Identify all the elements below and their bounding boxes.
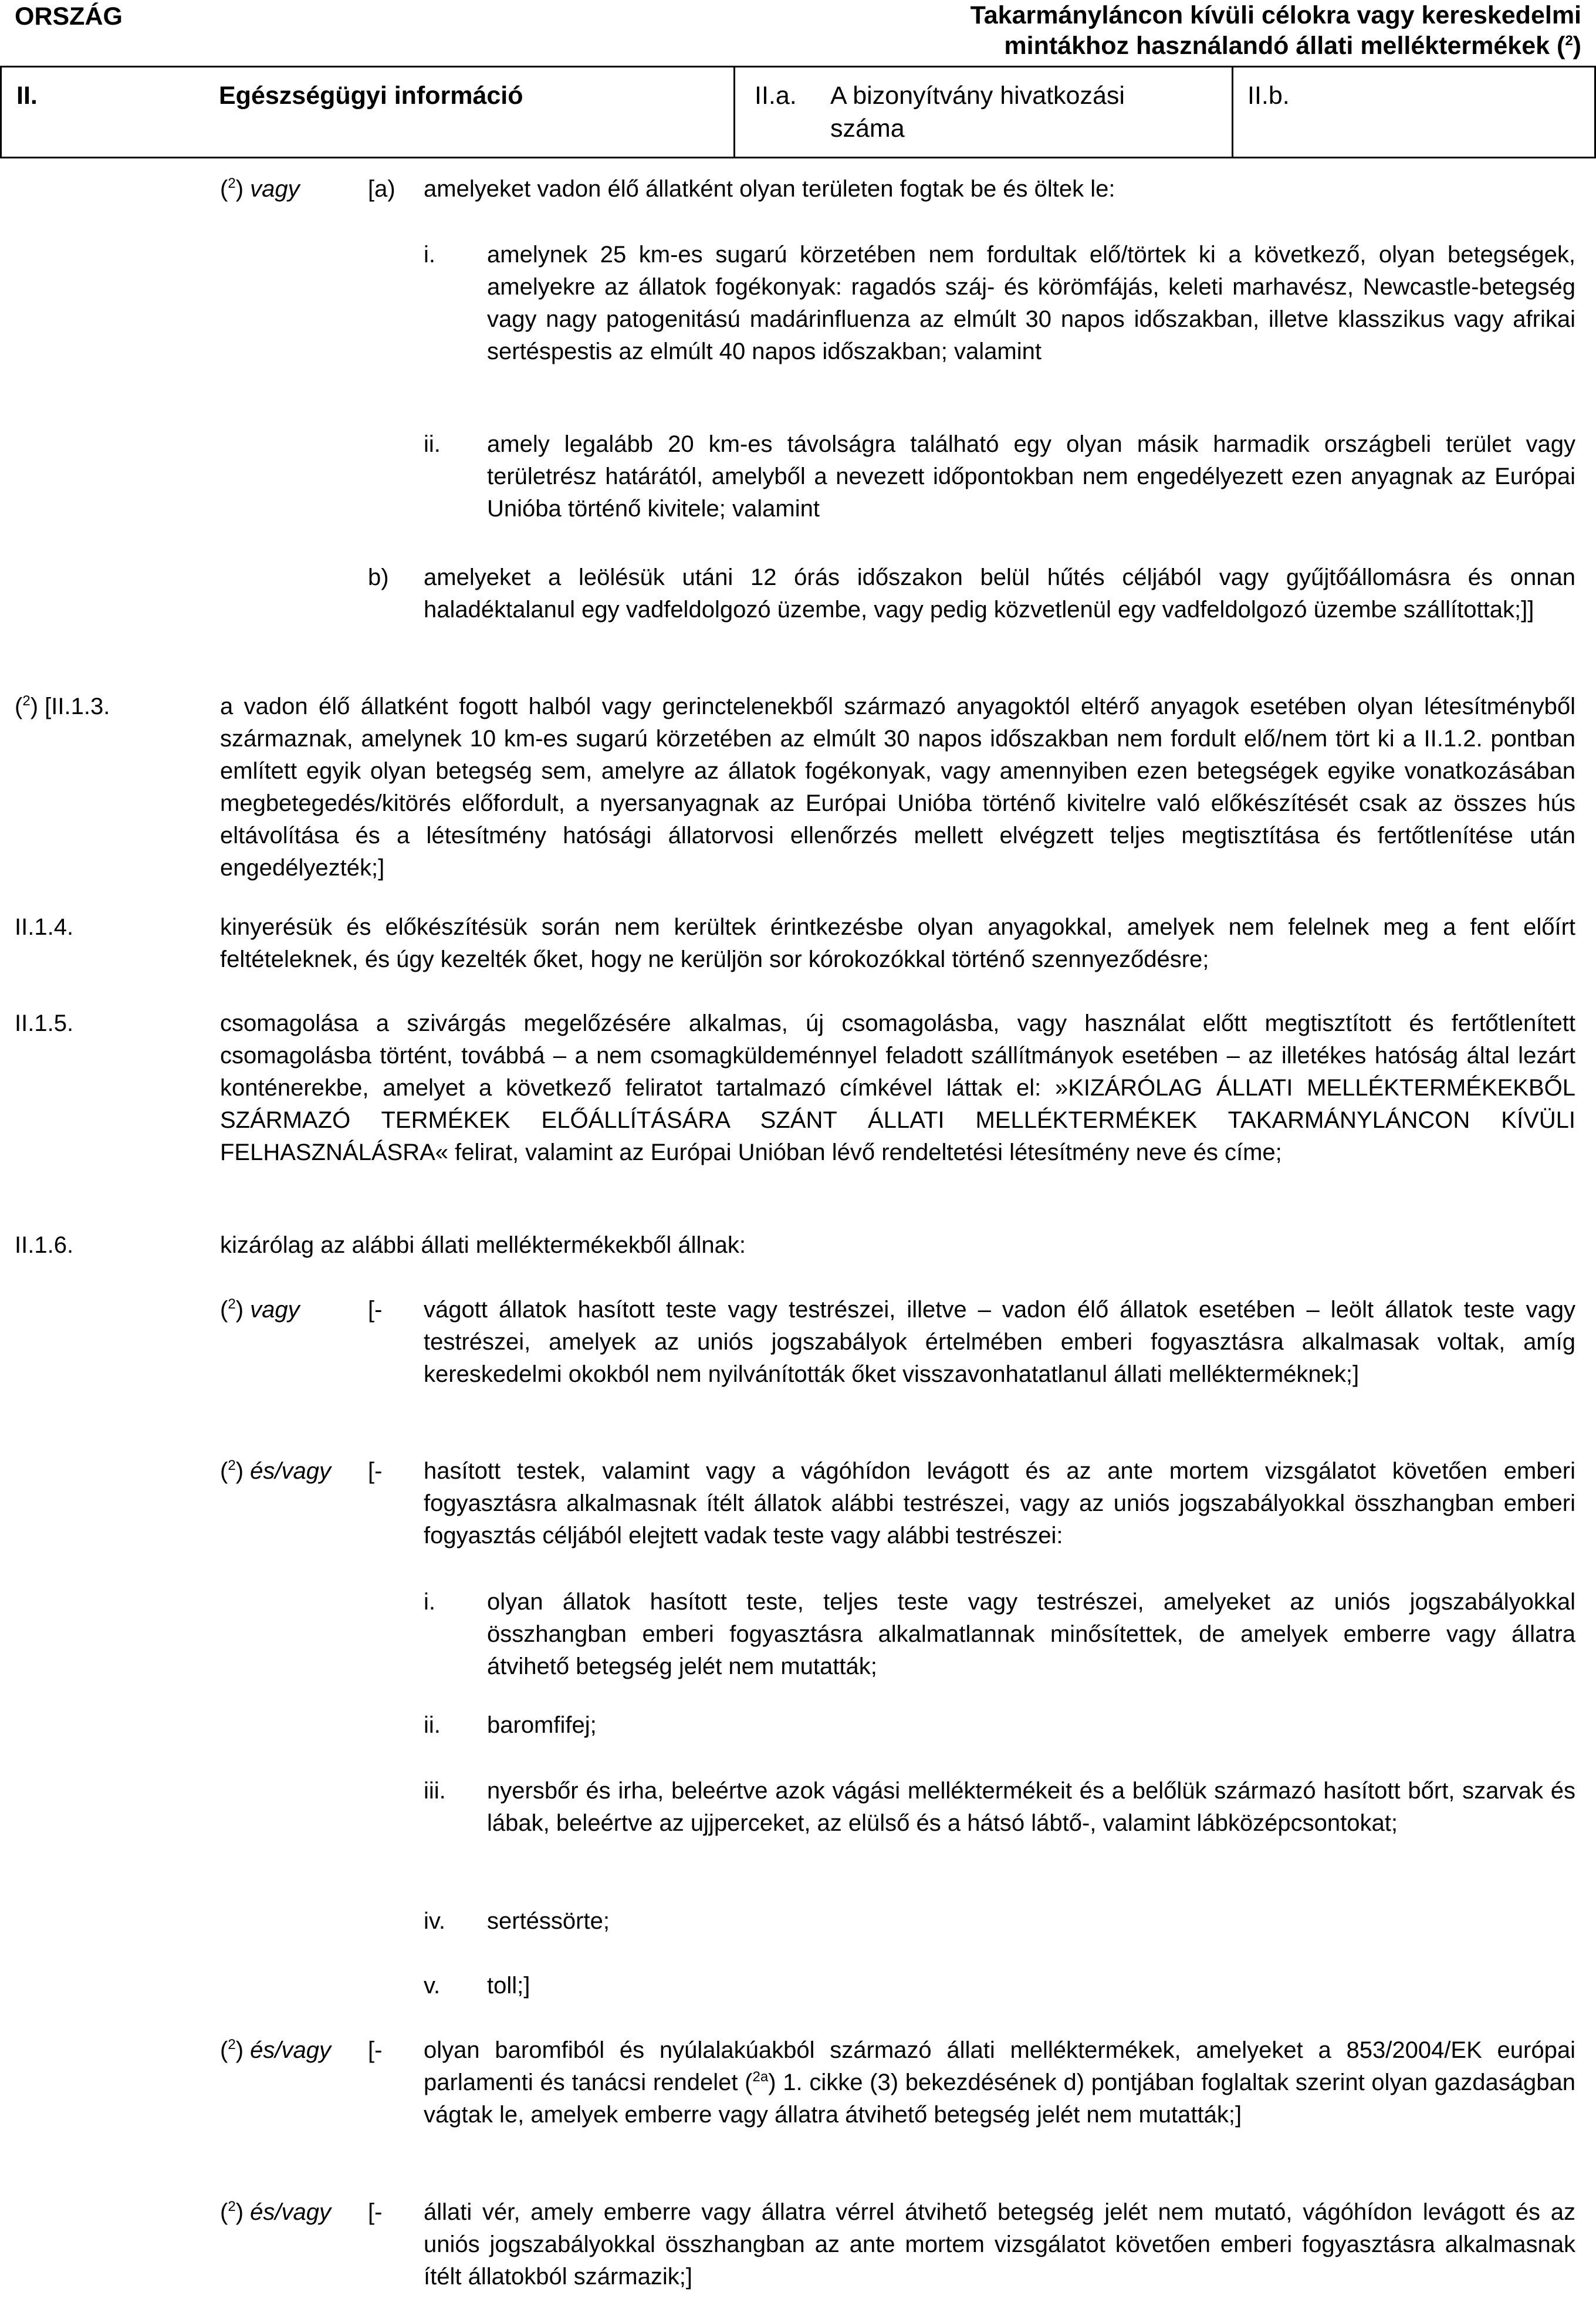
option-marker: [220, 1294, 300, 1326]
paragraph: állati vér, amely emberre vagy állatra vérrel átvihető betegség jelét nem mutató, vágóhídon levágott és az uniós jogszabályokkal összhangban az ante mortem vizsgálatot követően emberi fogyasztásra alkalmasnak ítélt állatokból származik;]: [424, 2199, 1575, 2290]
list-marker: i.: [424, 242, 435, 268]
reference-text-line2: száma: [830, 114, 905, 143]
paragraph: kizárólag az alábbi állati melléktermékekből állnak:: [220, 1232, 746, 1258]
conjunction: vagy: [250, 176, 300, 202]
paragraph: amelynek 25 km-es sugarú körzetében nem fordultak elő/törtek ki a következő, olyan betegségek, amelyekre az állatok fogékonyak: ragadós száj- és körömfájás, keleti marhavész, Newcastle-betegség vagy nagy patogenitású madárinfluenza az elmúlt 30 napos időszakban, illetve klasszikus vagy afrikai sertéspestis az elmúlt 40 napos időszakban; valamint: [487, 242, 1575, 364]
footnote-ref: 2: [228, 1458, 236, 1473]
list-marker: [-: [368, 1297, 383, 1323]
point-number: II.1.4.: [15, 914, 74, 940]
country-label: ORSZÁG: [15, 2, 123, 31]
text-part: olyan baromfiból és nyúlalakúakból származó állati melléktermékek, amelyeket a 853/2004/EK európai parlamenti és tanácsi rendelet (: [424, 2037, 1575, 2095]
option-marker: [220, 2196, 331, 2229]
footnote-ref: 2: [22, 693, 31, 709]
paren: ): [235, 2037, 244, 2063]
list-marker: v.: [424, 1973, 441, 1999]
paragraph: toll;]: [487, 1973, 530, 1999]
option-marker: [220, 173, 300, 205]
list-marker: ii.: [424, 1712, 441, 1738]
paren: (: [220, 2037, 228, 2063]
certificate-title: [701, 0, 1581, 61]
point-number: II.1.5.: [15, 1010, 74, 1036]
paragraph: sertéssörte;: [487, 1908, 610, 1934]
paren: (: [220, 2199, 228, 2225]
title-line1: Takarmányláncon kívüli célokra vagy kereskedelmi: [970, 1, 1581, 29]
footnote-ref: 2: [228, 175, 236, 191]
conjunction: és/vagy: [250, 2037, 331, 2063]
paren: ): [235, 176, 244, 202]
paren: ): [235, 2199, 244, 2225]
paren: ): [235, 1297, 244, 1323]
iib-label: II.b.: [1247, 82, 1290, 110]
paragraph: baromfifej;: [487, 1712, 597, 1738]
paragraph: csomagolása a szivárgás megelőzésére alkalmas, új csomagolásba, vagy használat előtt megtisztított és fertőtlenített csomagolásba történt, továbbá – a nem csomagküldeménnyel feladott szállítmányok esetében – az illetékes hatóság által lezárt konténerekbe, amelyet a következő feliratot tartalmazó címkével láttak el: »KIZÁRÓLAG ÁLLATI MELLÉKTERMÉKEKBŐL SZÁRMAZÓ TERMÉKEK ELŐÁLLÍTÁSÁRA SZÁNT ÁLLATI MELLÉKTERMÉKEK TAKARMÁNYLÁNCON KÍVÜLI FELHASZNÁLÁSRA« felirat, valamint az Európai Unióban lévő rendeltetési létesítmény neve és címe;: [220, 1010, 1575, 1165]
divider: [733, 67, 735, 157]
paren: (: [220, 1297, 228, 1323]
list-marker: [-: [368, 2199, 383, 2225]
footnote-ref: 2: [228, 1296, 236, 1312]
paren: (: [220, 176, 228, 202]
conjunction: és/vagy: [250, 1458, 331, 1484]
title-footnote-ref: 2: [1565, 33, 1573, 49]
footnote-ref: 2: [228, 2199, 236, 2214]
title-line2: mintákhoz használandó állati melléktermékek (: [1004, 32, 1565, 60]
point-number: [II.1.3.: [45, 694, 110, 719]
paragraph: olyan állatok hasított teste, teljes teste vagy testrészei, amelyeket az uniós jogszabályokkal összhangban emberi fogyasztásra alkalmatlannak minősítettek, de amelyek emberre vagy állatra átvihető betegség jelét nem mutatták;: [487, 1589, 1575, 1679]
paragraph: a vadon élő állatként fogott halból vagy gerinctelenekből származó anyagoktól eltérő anyagok esetében olyan létesítményből származnak, amelynek 10 km-es sugarú körzetében az elmúlt 30 napos időszakban nem fordult elő/nem tört ki a II.1.2. pontban említett egyik olyan betegség sem, amelyre az állatok fogékonyak, vagy amennyiben ezen betegségek egyike vonatkozásában megbetegedés/kitörés előfordult, a nyersanyagnak az Európai Unióba történő kivitelre való előkészítését csak az összes hús eltávolítása és a létesítmény hatósági állatorvosi ellenőrzés mellett elvégzett teljes megtisztítása és fertőtlenítése után engedélyezték;]: [220, 694, 1575, 881]
paragraph: amelyeket vadon élő állatként olyan területen fogtak be és öltek le:: [424, 176, 1115, 202]
title-end: ): [1573, 32, 1581, 60]
paren: (: [15, 694, 23, 719]
list-marker: [-: [368, 2037, 383, 2063]
paragraph: hasított testek, valamint vagy a vágóhídon levágott és az ante mortem vizsgálatot követően emberi fogyasztásra alkalmasnak ítélt állatok alábbi testrészei, vagy az uniós jogszabályokkal összhangban emberi fogyasztás céljából elejtett vadak teste vagy alábbi testrészei:: [424, 1458, 1575, 1548]
text-part: ) 1. cikke (3) bekezdésének d) pontjában foglaltak szerint olyan gazdaságban vágtak le, amelyek emberre vagy állatra átvihető betegség jelét nem mutatták;]: [424, 2070, 1575, 2128]
point-number: II.1.6.: [15, 1232, 74, 1258]
conjunction: és/vagy: [250, 2199, 331, 2225]
divider: [1232, 67, 1233, 157]
header-table: [0, 66, 1596, 158]
option-marker: [220, 2034, 331, 2067]
list-marker: iii.: [424, 1778, 446, 1804]
section-title: Egészségügyi információ: [219, 82, 523, 110]
list-marker: iv.: [424, 1908, 446, 1934]
footnote-ref: 2a: [752, 2069, 769, 2085]
section-number: II.: [16, 82, 38, 110]
paren: (: [220, 1458, 228, 1484]
paragraph: kinyerésük és előkészítésük során nem kerültek érintkezésbe olyan anyagokkal, amelyek nem felelnek meg a fent előírt feltételeknek, és úgy kezelték őket, hogy ne kerüljön sor kórokozókkal történő szennyeződésre;: [220, 914, 1575, 972]
reference-text-line1: A bizonyítvány hivatkozási: [830, 82, 1125, 110]
list-marker: i.: [424, 1589, 435, 1615]
list-marker: [a): [368, 176, 395, 202]
paragraph: nyersbőr és irha, beleértve azok vágási melléktermékeit és a belőlük származó hasított bőrt, szarvak és lábak, beleértve az ujjperceket, az elülső és a hátsó lábtő-, valamint lábközépcsontokat;: [487, 1778, 1575, 1836]
point-label: [15, 691, 110, 723]
paragraph: [424, 2034, 1575, 2131]
paragraph: amely legalább 20 km-es távolságra található egy olyan másik harmadik országbeli terület vagy területrész határától, amelyből a nevezett időpontokban nem engedélyezett ezen anyagnak az Európai Unióba történő kivitele; valamint: [487, 431, 1575, 522]
paren: ): [235, 1458, 244, 1484]
list-marker: ii.: [424, 431, 441, 457]
footnote-ref: 2: [228, 2037, 236, 2053]
paren: ): [30, 694, 39, 719]
reference-label: II.a.: [755, 82, 797, 110]
reference-text: [830, 79, 1206, 145]
list-marker: b): [368, 564, 389, 590]
paragraph: vágott állatok hasított teste vagy testrészei, illetve – vadon élő állatok esetében – leölt állatok teste vagy testrészei, amelyek az uniós jogszabályok értelmében emberi fogyasztásra alkalmasak voltak, amíg kereskedelmi okokból nem nyilvánították őket visszavonhatatlanul állati mellékterméknek;]: [424, 1297, 1575, 1387]
conjunction: vagy: [250, 1297, 300, 1323]
option-marker: [220, 1455, 331, 1487]
paragraph: amelyeket a leölésük utáni 12 órás időszakon belül hűtés céljából vagy gyűjtőállomásra és onnan haladéktalanul egy vadfeldolgozó üzembe, vagy pedig közvetlenül egy vadfeldolgozó üzembe szállítottak;]]: [424, 564, 1575, 623]
list-marker: [-: [368, 1458, 383, 1484]
